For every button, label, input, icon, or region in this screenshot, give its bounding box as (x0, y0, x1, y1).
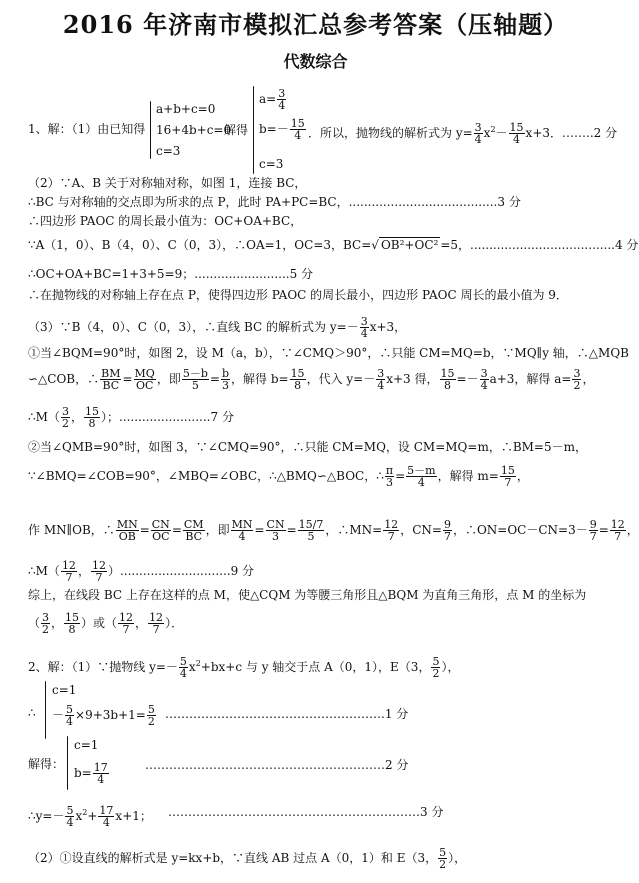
line-9: ①当∠BQM=90°时，如图 2，设 M（a，b），∵∠CMQ＞90°，∴只能 CM=MQ=b，∵MQ∥y 轴，∴△MQB (28, 346, 629, 360)
line-8: （3）∵B（4，0）、C（0，3），∴直线 BC 的解析式为 y=－ $\frac{3}{4}$ x+3， (28, 315, 407, 340)
sys1-eq1: a+b+c=0 (156, 102, 216, 116)
sys1-eq2: 16+4b+c=0 (156, 123, 232, 137)
sys2-eq2: － $\frac{5}{4}$ ×9+3b+1= $\frac{5}{2}$ (52, 703, 155, 728)
line-5: ∵A（1，0）、B（4，0）、C（0，3），∴OA=1，OC=3，BC=√ OB²+OC² =5，......................................4 分 (28, 238, 639, 252)
sol-b: b=－ $\frac{15}{4}$ (259, 117, 305, 142)
section-title: 代数综合 (283, 52, 348, 71)
line-17: （ $\frac{3}{2}$ ， $\frac{15}{8}$ ）或（ $\frac{12}{7}$ ， $\frac{12}{7}$ ）． (28, 611, 184, 636)
line-7: ∴在抛物线的对称轴上存在点 P，使得四边形 PAOC 的周长最小，四边形 PAOC 周长的最小值为 9． (28, 288, 568, 302)
line-15: ∴M（ $\frac{12}{7}$ ， $\frac{12}{7}$ ）.............................9 分 (28, 559, 255, 584)
page-title: 2016 年济南市模拟汇总参考答案（压轴题） (62, 10, 569, 39)
p1-lead: 1、解：（1）由已知得 (28, 122, 146, 136)
line-2: （2）∵A、B 关于对称轴对称，如图 1，连接 BC， (28, 176, 307, 190)
line-18: 2、解：（1）∵抛物线 y=－ $\frac{5}{4}$ $x^2+bx+c$ 与 y 轴交于点 A（0，1），E（3， $\frac{5}{2}$ ）， (28, 655, 460, 680)
line-4: ∴四边形 PAOC 的周长最小值为：OC+OA+BC， (28, 214, 303, 228)
brace-2 (253, 86, 254, 174)
brace-3 (45, 681, 46, 739)
sys2-eq1: c=1 (52, 683, 77, 697)
line-16: 综上，在线段 BC 上存在这样的点 M，使△CQM 为等腰三角形且△BQM 为直角三角形，点 M 的坐标为 (28, 588, 587, 602)
line-13: ∵∠BMQ=∠COB=90°，∠MBQ=∠OBC，∴△BMQ∽△BOC，∴ $\frac{\pi}{3}$ = $\frac{5-m}{4}$ ，解得 m= $\frac{15}{7}$ ， (28, 464, 529, 489)
line-14: 作 MN∥OB，∴ $\frac{MN}{OB}$ = $\frac{CN}{OC}$ = $\frac{CM}{BC}$ ，即 $\frac{MN}{4}$ = $\frac{CN}{3}$ = $\frac{15/7}{5}$ ，∴MN= $\frac{12}{7}$ ，CN= $\frac{9}{7}$ ，∴ON=OC－CN=3－ $\frac{9}{7}$ = $\frac{12}{7}$ ， (28, 518, 639, 543)
p1-parabola: ．所以，抛物线的解析式为 y= $\frac{3}{4}$ $x^2-$ $\frac{15}{4}$ x+3．……..2 分 (308, 121, 618, 146)
sys1-eq3: c=3 (156, 144, 181, 158)
line-21: ∴y=－ $\frac{5}{4}$ $x^2+$ $\frac{17}{4}$ x+1； (28, 804, 152, 829)
line-20-dots: ……………………………………………………2 分 (145, 758, 409, 772)
line-19-dots: ……………………………………………….1 分 (165, 707, 409, 721)
line-22: （2）①设直线的解析式是 y=kx+b，∵直线 AB 过点 A（0，1）和 E（3， $\frac{5}{2}$ ）， (28, 846, 467, 871)
sys3-eq1: c=1 (74, 738, 99, 752)
brace-1 (150, 101, 151, 159)
sys3-eq2: b= $\frac{17}{4}$ (74, 761, 108, 786)
line-19-lead: ∴ (28, 706, 36, 720)
line-6: ∴OC+OA+BC=1+3+5=9；.........................5 分 (28, 267, 314, 281)
solve-label: 解得 (224, 123, 249, 137)
line-21-dots: ………………………………………………………3 分 (168, 805, 444, 819)
line-3: ∴BC 与对称轴的交点即为所求的点 P，此时 PA+PC=BC，.......................................3 分 (28, 195, 521, 209)
line-10: ∽△COB，∴ $\frac{BM}{BC}$ = $\frac{MQ}{OC}$ ，即 $\frac{5-b}{5}$ = $\frac{b}{3}$ ，解得 b= $\frac{15}{8}$ ，代入 y=－ $\frac{3}{4}$ x+3 得， $\frac{15}{8}$ =－ $\frac{3}{4}$ a+3，解得 a= $\frac{3}{2}$ ， (28, 367, 595, 392)
line-11: ∴M（ $\frac{3}{2}$ ， $\frac{15}{8}$ ）；........................7 分 (28, 405, 234, 430)
line-20-lead: 解得： (28, 757, 65, 771)
line-12: ②当∠QMB=90°时，如图 3，∵∠CMQ=90°，∴只能 CM=MQ，设 CM=MQ=m，∴BM=5－m， (28, 440, 587, 454)
sol-c: c=3 (259, 157, 284, 171)
sol-a: a= $\frac{3}{4}$ (259, 87, 286, 112)
brace-4 (67, 736, 68, 790)
